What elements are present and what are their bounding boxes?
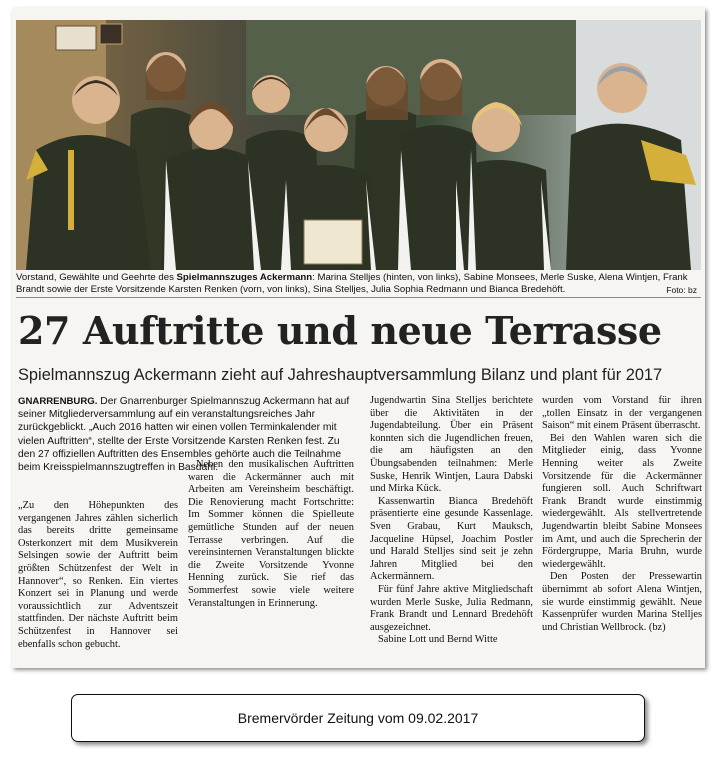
headline: 27 Auftritte und neue Terrasse — [18, 308, 662, 353]
paragraph: Bei den Wahlen waren sich die Mitglieder einig, dass Yvonne Henning weiter als Zweite Vorsitzende für die Ackermänner fungieren soll. Auch Schriftwart Frank Brandt wurde einstimmig wiedergewählt. Als stellvertretende Jugendwartin bleibt Sabine Monsees im Amt, und auch die Sprecherin der Fördergruppe, Maria Bruhn, wurde wiedergewählt. — [542, 432, 702, 570]
article-column-2 — [188, 459, 354, 610]
photo-credit: Foto: bz — [666, 285, 697, 295]
article-column-4 — [542, 395, 702, 634]
paragraph: Für fünf Jahre aktive Mitgliedschaft wurden Merle Suske, Julia Redmann, Frank Brandt und Lennard Bredehöft ausgezeichnet. — [370, 583, 533, 633]
paragraph: Kassenwartin Bianca Bredehöft präsentierte eine gesunde Kassenlage. Sven Grabau, Kurt Mauksch, Jacqueline Hüpsel, Joachim Postler und Harald Stelljes sind seit je zehn Jahren Mitglied bei den Ackermännern. — [370, 495, 533, 583]
subheadline: Spielmannszug Ackermann zieht auf Jahreshauptversammlung Bilanz und plant für 2017 — [18, 366, 663, 384]
group-photo — [16, 20, 701, 270]
caption-divider — [16, 297, 701, 298]
paragraph: „Zu den Höhepunkten des vergangenen Jahres zählen sicherlich das bereits dritte gemeinsame Osterkonzert mit dem Musikverein Selsingen sowie der Auftritt beim größten Schützenfest der Welt in Hannover“, so Renken. Ein viertes Konzert sei in Planung und werde voraussichtlich zur Adventszeit stattfinden. Der nächste Auftritt beim Schützenfest in Hannover sei ebenfalls schon gebucht. — [18, 500, 178, 650]
source-text: Bremervörder Zeitung vom 09.02.2017 — [237, 710, 479, 726]
paragraph: Neben den musikalischen Auftritten waren die Ackermänner auch mit Arbeiten am Vereinsheim beschäftigt. Die Renovierung macht Fortschritte: Im Sommer können die Spielleute gemütliche Stunden auf der neuen Terrasse verbringen. Auf die vereinsinternen Veranstaltungen blickte die Zweite Vorsitzende Yvonne Henning zurück. Sie rief das Sommerfest sowie viele weitere Veranstaltungen in Erinnerung. — [188, 459, 354, 609]
lead-text: Der Gnarrenburger Spielmannszug Ackermann hat auf seiner Mitgliederversammlung auf ein veranstaltungsreiches Jahr zurückgeblickt. „Auch 2016 hatten wir einen vollen Terminkalender mit vielen Auftritten“, stellte der Erste Vorsitzende Karsten Renken fest. Zu den 27 offiziellen Auftritten des Ensembles gehörte auch die Teilnahme beim Kreisspielmannszugtreffen in Basdahl. — [18, 396, 350, 474]
paragraph: Den Posten der Pressewartin übernimmt ab sofort Alena Wintjen, sie wurde einstimmig gewählt. Neue Kassenprüfer wurden Marina Stelljes und Christian Wellbrock. (bz) — [542, 571, 702, 633]
paragraph: Jugendwartin Sina Stelljes berichtete über die Aktivitäten in der Jugendabteilung. Über ein Präsent konnten sich die Jugendlichen freuen, die am häufigsten an den Übungsabenden teilnahmen: Merle Suske, Henrik Wintjen, Laura Dabski und Mirka Kück. — [370, 395, 533, 495]
article-column-1 — [18, 500, 178, 651]
dateline: GNARRENBURG. — [18, 396, 98, 407]
caption-names: : Marina Stelljes (hinten, von links), Sabine Monsees, Merle Suske, Alena Wintjen, Frank Brandt sowie der Erste Vorsitzende Karsten Renken (vorn, von links), Sina Stelljes, Julia Sophia Redmann und Bianca Bredehöft. — [16, 272, 688, 295]
photo-caption — [16, 272, 701, 296]
article-column-3 — [370, 395, 533, 647]
source-label — [71, 694, 645, 742]
caption-lead-text: Vorstand, Gewählte und Geehrte des — [16, 272, 177, 283]
paragraph: Sabine Lott und Bernd Witte — [378, 634, 498, 646]
paragraph: wurden vom Vorstand für ihren „tollen Einsatz in der vergangenen Saison“ mit einem Präsent überrascht. — [542, 395, 702, 432]
group-photo-illustration — [16, 20, 701, 270]
caption-club-name: Spielmannszuges Ackermann — [176, 272, 313, 283]
